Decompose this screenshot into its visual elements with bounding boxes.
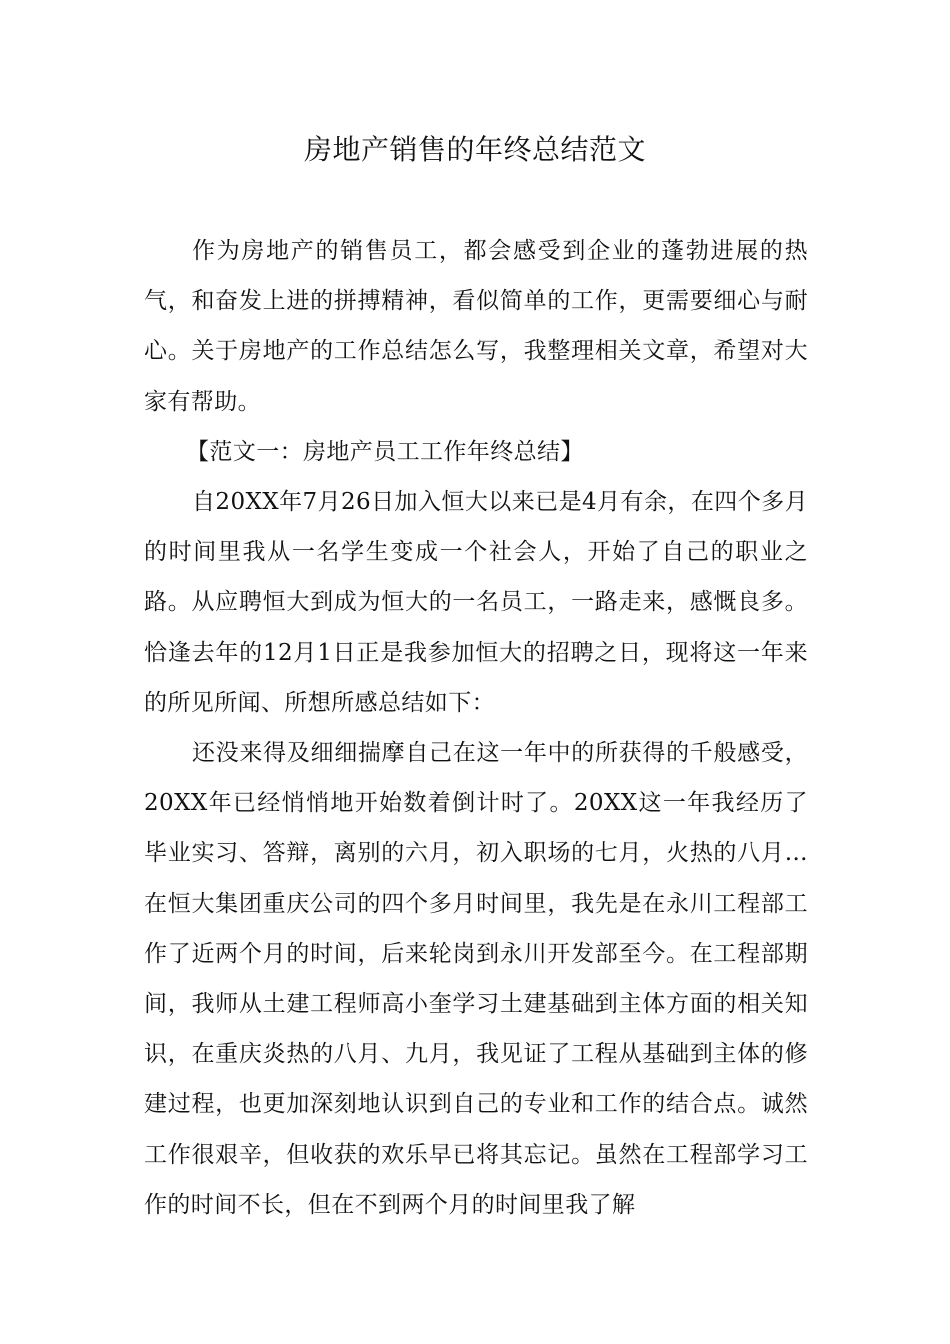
document-body bbox=[144, 226, 808, 1230]
document-title: 房地产销售的年终总结范文 bbox=[303, 133, 646, 166]
section-heading: 【范文一：房地产员工工作年终总结】 bbox=[186, 438, 584, 465]
paragraph-1: 自20XX年7月26日加入恒大以来已是4月有余，在四个多月的时间里我从一名学生变成一个社会人，开始了自己的职业之路。从应聘恒大到成为恒大的一名员工，一路走来，感慨良多。恰逢去年的12月1日正是我参加恒大的招聘之日，现将这一年来的所见所闻、所想所感总结如下： bbox=[144, 489, 808, 716]
paragraph-2: 还没来得及细细揣摩自己在这一年中的所获得的千般感受，20XX年已经悄悄地开始数着倒计时了。20XX这一年我经历了毕业实习、答辩，离别的六月，初入职场的七月，火热的八月…在恒大集团重庆公司的四个多月时间里，我先是在永川工程部工作了近两个月的时间，后来轮岗到永川开发部至今。在工程部期间，我师从土建工程师高小奎学习土建基础到主体方面的相关知识，在重庆炎热的八月、九月，我见证了工程从基础到主体的修建过程，也更加深刻地认识到自己的专业和工作的结合点。诚然工作很艰辛，但收获的欢乐早已将其忘记。虽然在工程部学习工作的时间不长，但在不到两个月的时间里我了解 bbox=[144, 740, 808, 1218]
paragraph-intro: 作为房地产的销售员工，都会感受到企业的蓬勃进展的热气，和奋发上进的拼搏精神，看似简单的工作，更需要细心与耐心。关于房地产的工作总结怎么写，我整理相关文章，希望对大家有帮助。 bbox=[144, 238, 808, 415]
